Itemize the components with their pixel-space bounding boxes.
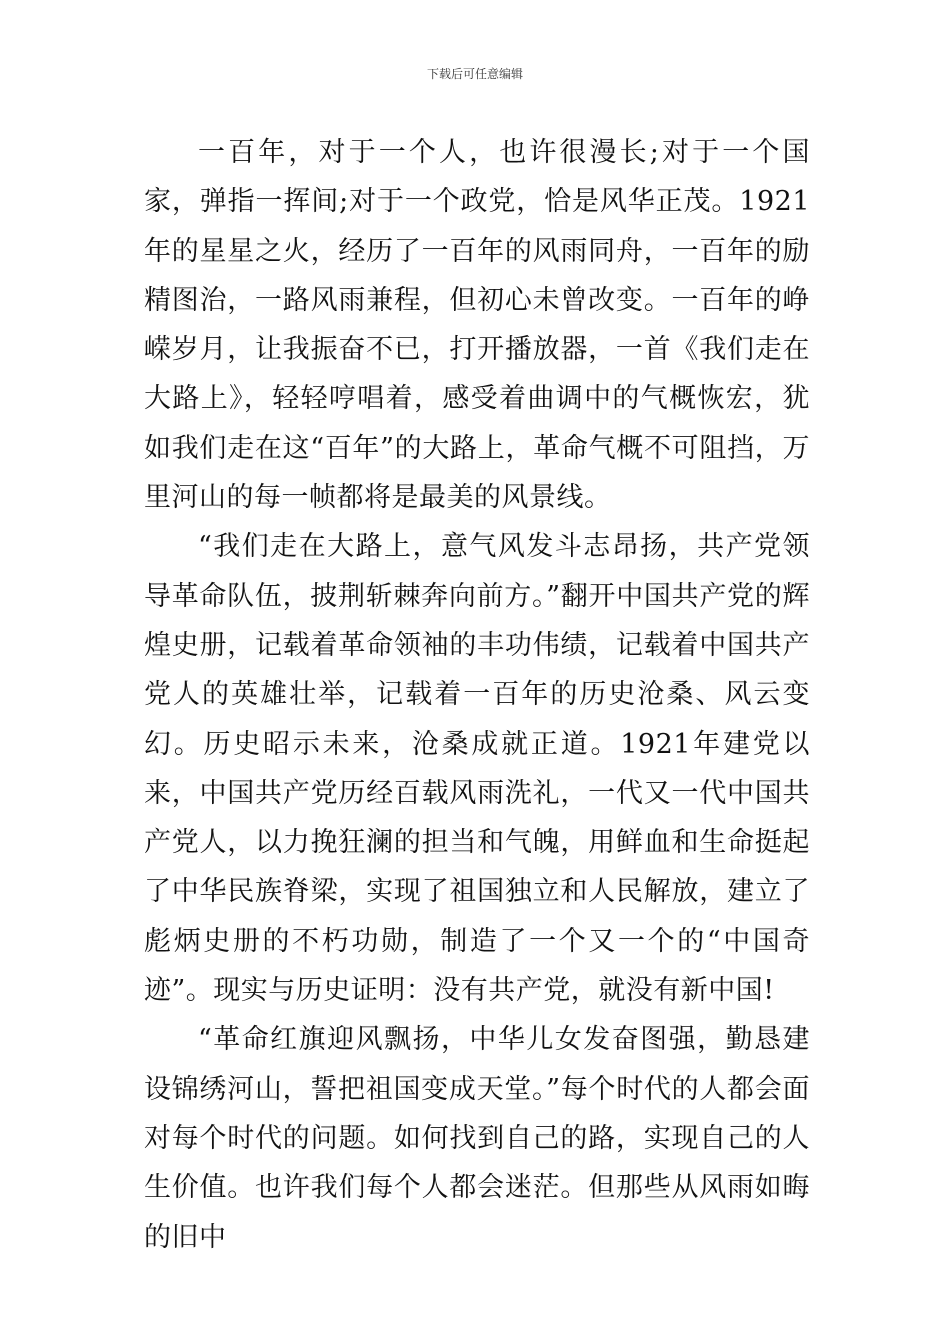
document-body <box>144 128 810 1262</box>
paragraph-3: “革命红旗迎风飘扬，中华儿女发奋图强，勤恳建设锦绣河山，誓把祖国变成天堂。”每个时代的人都会面对每个时代的问题。如何找到自己的路，实现自己的人生价值。也许我们每个人都会迷茫。但那些从风雨如晦的旧中 <box>144 1024 810 1253</box>
paragraph-1: 一百年，对于一个人，也许很漫长;对于一个国家，弹指一挥间;对于一个政党，恰是风华正茂。1921年的星星之火，经历了一百年的风雨同舟，一百年的励精图治，一路风雨兼程，但初心未曾改变。一百年的峥嵘岁月，让我振奋不已，打开播放器，一首《我们走在大路上》，轻轻哼唱着，感受着曲调中的气概恢宏，犹如我们走在这“百年”的大路上，革命气概不可阻挡，万里河山的每一帧都将是最美的风景线。 <box>144 137 810 514</box>
page-header: 下载后可任意编辑 <box>426 67 523 81</box>
paragraph-2: “我们走在大路上，意气风发斗志昂扬，共产党领导革命队伍，披荆斩棘奔向前方。”翻开中国共产党的辉煌史册，记载着革命领袖的丰功伟绩，记载着中国共产党人的英雄壮举，记载着一百年的历史沧桑、风云变幻。历史昭示未来，沧桑成就正道。1921年建党以来，中国共产党历经百载风雨洗礼，一代又一代中国共产党人，以力挽狂澜的担当和气魄，用鲜血和生命挺起了中华民族脊梁，实现了祖国独立和人民解放，建立了彪炳史册的不朽功勋，制造了一个又一个的“中国奇迹”。现实与历史证明：没有共产党，就没有新中国! <box>144 531 810 1007</box>
